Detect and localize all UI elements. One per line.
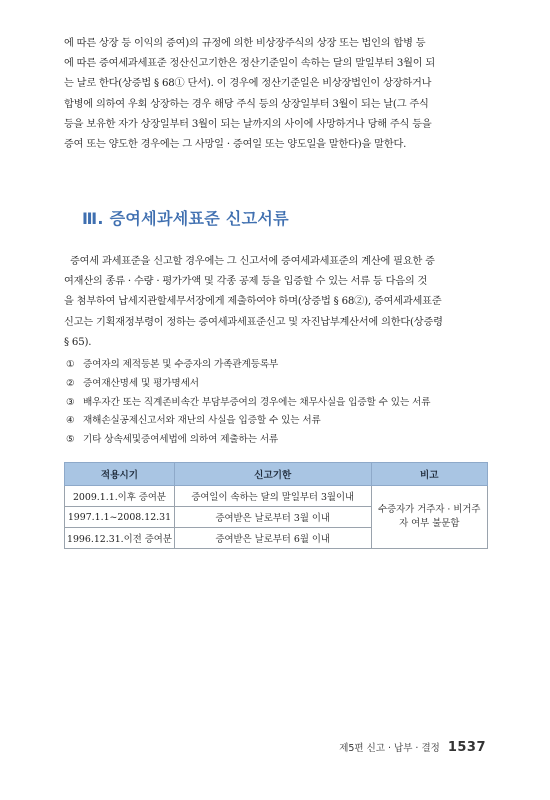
paragraph-line: 신고는 기획재정부령이 정하는 증여세과세표준신고 및 자진납부계산서에 의한다(상증령: [64, 316, 443, 328]
paragraph-line: 증여세 과세표준을 신고할 경우에는 그 신고서에 증여세과세표준의 계산에 필요한 증: [70, 256, 435, 267]
page-footer: [339, 740, 486, 755]
paragraph-line: 합병에 의하여 우회 상장하는 경우 해당 주식 등의 상장일부터 3월이 되는 날(그 주식: [64, 98, 429, 110]
item-number: ⑤: [66, 434, 75, 446]
paragraph-line: 에 따른 증여세과세표준 정산신고기한은 정산기준일이 속하는 달의 말일부터 3월이 되: [64, 58, 436, 70]
paragraph-line: 여재산의 종류 · 수량 · 평가가액 및 각종 공제 등을 입증할 수 있는 서류 등 다음의 것: [64, 276, 428, 288]
period-cell: 1997.1.1~2008.12.31: [65, 507, 175, 528]
paragraph-line: 는 날로 한다(상증법 § 68① 단서). 이 경우에 정산기준일은 비상장법인이 상장하거나: [64, 78, 432, 90]
paragraph-line: § 65).: [64, 336, 92, 348]
item-text: 증여자의 제적등본 및 수증자의 가족관계등록부: [83, 359, 279, 370]
table-row: [65, 486, 488, 507]
deadline-cell: 증여일이 속하는 달의 말일부터 3월이내: [174, 486, 371, 507]
table-header-row: [65, 463, 488, 486]
column-header-period: 적용시기: [65, 463, 175, 486]
footer-section-label: 제5편 신고 · 납부 · 결정: [339, 743, 440, 754]
deadline-cell: 증여받은 날로부터 3월 이내: [174, 507, 371, 528]
required-documents-list: [66, 356, 430, 450]
column-header-deadline: 신고기한: [174, 463, 371, 486]
column-header-note: 비고: [371, 463, 488, 486]
item-number: ④: [66, 415, 75, 427]
list-item: [66, 431, 430, 450]
list-item: [66, 412, 430, 431]
section-title: Ⅲ. 증여세과세표준 신고서류: [82, 209, 289, 228]
paragraph-line: 등을 보유한 자가 상장일부터 3월이 되는 날까지의 사이에 사망하거나 당해 주식 등을: [64, 118, 432, 130]
note-cell: 수증자가 거주자 · 비거주자 여부 불문함: [371, 486, 488, 549]
item-number: ②: [66, 377, 75, 389]
item-text: 증여재산명세 및 평가명세서: [83, 377, 199, 389]
paragraph-line: 증여 또는 양도한 경우에는 그 사망일 · 증여일 또는 양도일을 말한다)을 말한다.: [64, 139, 407, 151]
filing-paragraph: [64, 252, 488, 353]
paragraph-line: 을 첨부하여 납세지관할세무서장에게 제출하여야 하며(상증법 § 68②), 증여세과세표준: [64, 296, 442, 308]
list-item: [66, 356, 430, 375]
item-number: ①: [66, 359, 75, 370]
period-cell: 1996.12.31.이전 증여분: [65, 528, 175, 549]
deadline-cell: 증여받은 날로부터 6월 이내: [174, 528, 371, 549]
period-cell: 2009.1.1.이후 증여분: [65, 486, 175, 507]
page-number: 1537: [447, 740, 486, 755]
filing-deadline-table: [64, 462, 488, 549]
item-number: ③: [66, 396, 75, 408]
item-text: 재해손실공제신고서와 재난의 사실을 입증할 수 있는 서류: [83, 415, 321, 427]
list-item: [66, 394, 430, 413]
item-text: 배우자간 또는 직계존비속간 부담부증여의 경우에는 채무사실을 입증할 수 있는 서류: [83, 396, 431, 408]
item-text: 기타 상속세및증여세법에 의하여 제출하는 서류: [83, 434, 279, 446]
intro-paragraph: [64, 34, 488, 155]
paragraph-line: 에 따른 상장 등 이익의 증여)의 규정에 의한 비상장주식의 상장 또는 법인의 합병 등: [64, 38, 426, 49]
list-item: [66, 375, 430, 394]
